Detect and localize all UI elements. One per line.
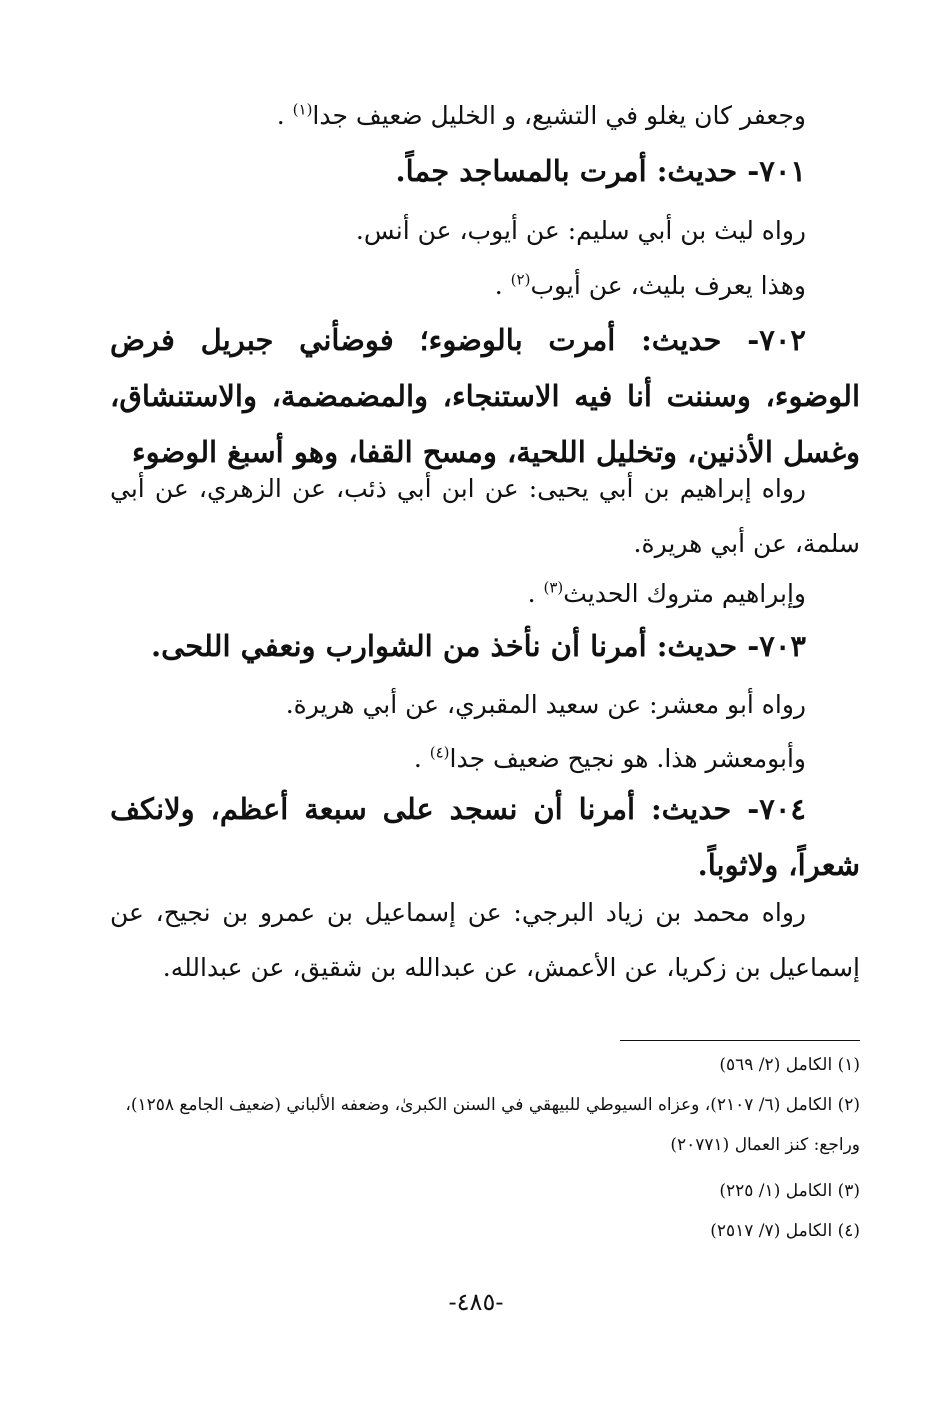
footnote-divider (620, 1040, 860, 1041)
page-number: -٤٨٥- (448, 1288, 504, 1316)
hadith-701-heading: ٧٠١- حديث: أمرت بالمساجد جماً. (395, 154, 806, 188)
paragraph-703-note (110, 731, 860, 786)
period: . (494, 271, 503, 300)
paragraph-702-note (110, 566, 860, 621)
footnote-3: (٣) الكامل (١/ ٢٢٥) (719, 1181, 860, 1201)
text-jafar: وجعفر كان يغلو في التشيع، و الخليل ضعيف جدا (312, 101, 806, 130)
paragraph-jafar (110, 88, 860, 143)
text-701-note: وهذا يعرف بليث، عن أيوب (530, 271, 806, 300)
footnote-1: (١) الكامل (٢/ ٥٦٩) (719, 1055, 860, 1075)
footnote-ref-3: (٣) (543, 578, 564, 597)
period: . (413, 744, 422, 773)
hadith-704-heading: ٧٠٤- حديث: أمرنا أن نسجد على سبعة أعظم، ولانكف شعراً، ولاثوباً. (110, 792, 860, 882)
text-702-note: وإبراهيم متروك الحديث (563, 579, 806, 608)
footnote-ref-4: (٤) (429, 743, 450, 762)
footnote-4: (٤) الكامل (٧/ ٢٥١٧) (710, 1221, 860, 1241)
hadith-703-heading: ٧٠٣- حديث: أمرنا أن نأخذ من الشوارب ونعفي اللحى. (151, 629, 806, 663)
hadith-702-heading: ٧٠٢- حديث: أمرت بالوضوء؛ فوضأني جبريل فرض الوضوء، وسننت أنا فيه الاستنجاء، والمضمضمة، والاستنشاق، وغسل الأذنين، وتخليل اللحية، ومسح القفا، وهو أسبغ الوضوء (110, 323, 860, 469)
paragraph-703-narration: رواه أبو معشر: عن سعيد المقبري، عن أبي هريرة. (285, 690, 806, 719)
footnote-ref-2: (٢) (510, 270, 531, 289)
text-703-note: وأبومعشر هذا. هو نجيح ضعيف جدا (449, 744, 806, 773)
footnote-ref-1: (١) (292, 100, 313, 119)
paragraph-704-narration: رواه محمد بن زياد البرجي: عن إسماعيل بن عمرو بن نجيح، عن إسماعيل بن زكريا، عن الأعمش، عن عبدالله بن شقيق، عن عبدالله. (110, 898, 860, 982)
footnote-2: (٢) الكامل (٦/ ٢١٠٧)، وعزاه السيوطي للبيهقي في السنن الكبرىٰ، وضعفه الألباني (ضعيف الجامع ١٢٥٨)، وراجع: كنز العمال (٢٠٧٧١) (125, 1095, 860, 1155)
paragraph-701-narration: رواه ليث بن أبي سليم: عن أيوب، عن أنس. (355, 216, 806, 245)
period: . (276, 101, 285, 130)
paragraph-701-note (110, 258, 860, 313)
paragraph-702-narration: رواه إبراهيم بن أبي يحيى: عن ابن أبي ذئب، عن الزهري، عن أبي سلمة، عن أبي هريرة. (110, 474, 860, 558)
period: . (527, 579, 536, 608)
